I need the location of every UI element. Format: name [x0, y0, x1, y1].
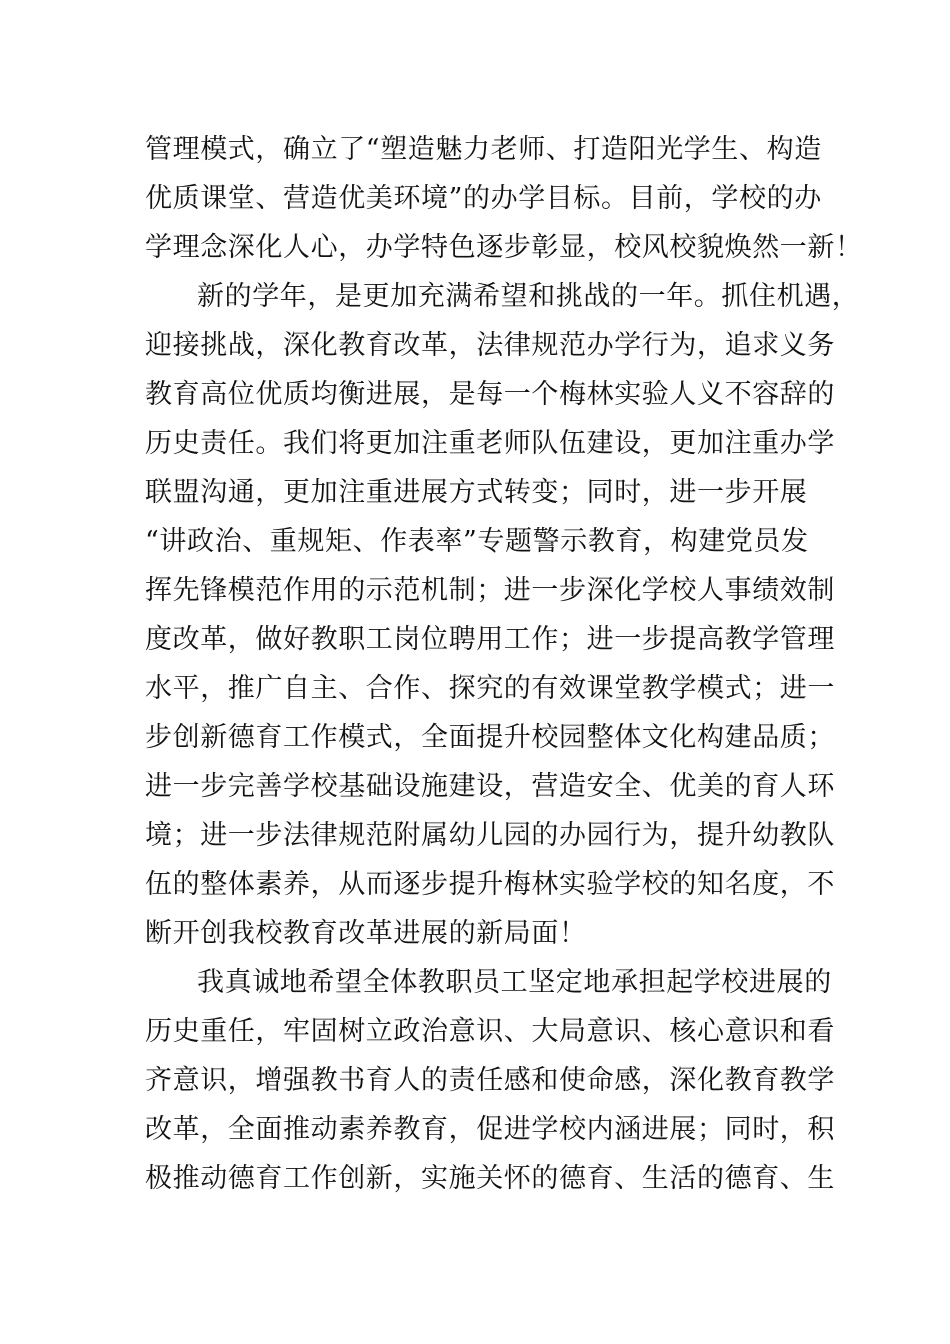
text-line: 联盟沟通，更加注重进展方式转变；同时，进一步开展	[145, 477, 808, 508]
text-line: 改革，全面推动素养教育，促进学校内涵进展；同时，积	[145, 1114, 835, 1145]
text-line: 历史重任，牢固树立政治意识、大局意识、核心意识和看	[145, 1016, 835, 1047]
text-line: 管理模式，确立了“塑造魅力老师、打造阳光学生、构造	[145, 134, 822, 165]
text-line: 迎接挑战，深化教育改革，法律规范办学行为，追求义务	[145, 330, 835, 361]
text-line: 历史责任。我们将更加注重老师队伍建设，更加注重办学	[145, 428, 835, 459]
text-line: “讲政治、重规矩、作表率”专题警示教育，构建党员发	[145, 526, 809, 557]
text-line: 新的学年，是更加充满希望和挑战的一年。抓住机遇，	[197, 281, 860, 312]
text-line: 优质课堂、营造优美环境”的办学目标。目前，学校的办	[145, 183, 822, 214]
text-line: 伍的整体素养，从而逐步提升梅林实验学校的知名度，不	[145, 869, 835, 900]
text-line: 断开创我校教育改革进展的新局面！	[145, 918, 587, 949]
text-line: 挥先锋模范作用的示范机制；进一步深化学校人事绩效制	[145, 575, 835, 606]
text-line: 齐意识，增强教书育人的责任感和使命感，深化教育教学	[145, 1065, 835, 1096]
text-line: 教育高位优质均衡进展，是每一个梅林实验人义不容辞的	[145, 379, 835, 410]
text-line: 极推动德育工作创新，实施关怀的德育、生活的德育、生	[145, 1163, 835, 1194]
text-line: 我真诚地希望全体教职员工坚定地承担起学校进展的	[197, 967, 832, 998]
text-line: 境；进一步法律规范附属幼儿园的办园行为，提升幼教队	[145, 820, 835, 851]
text-line: 水平，推广自主、合作、探究的有效课堂教学模式；进一	[145, 673, 835, 704]
text-line: 学理念深化人心，办学特色逐步彰显，校风校貌焕然一新！	[145, 232, 863, 263]
text-line: 步创新德育工作模式，全面提升校园整体文化构建品质；	[145, 722, 835, 753]
text-line: 度改革，做好教职工岗位聘用工作；进一步提高教学管理	[145, 624, 835, 655]
text-line: 进一步完善学校基础设施建设，营造安全、优美的育人环	[145, 771, 835, 802]
